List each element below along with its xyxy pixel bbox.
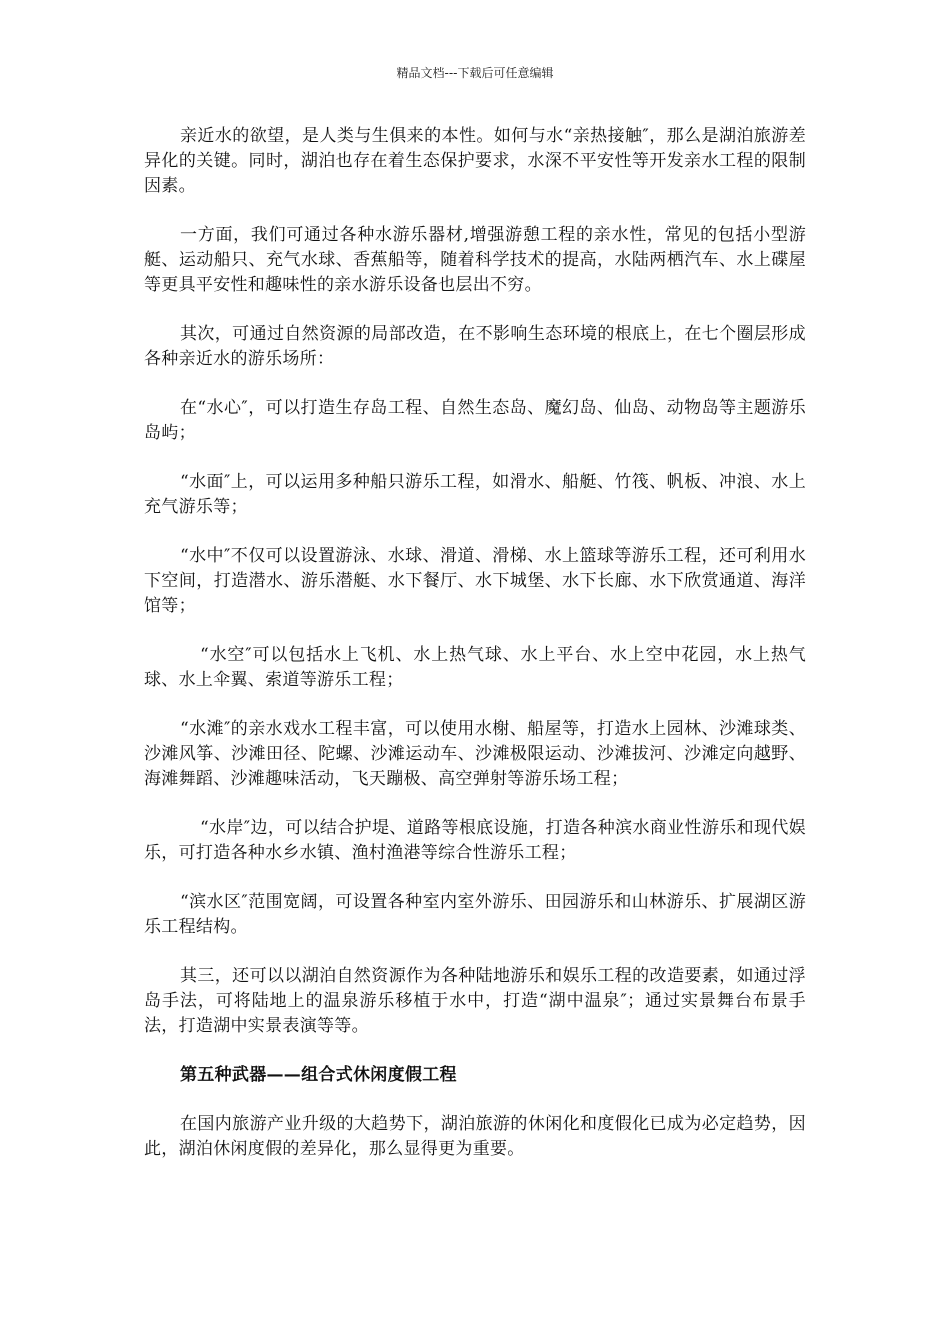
paragraph-water-desire: 亲近水的欲望，是人类与生俱来的本性。如何与水“亲热接触″，那么是湖泊旅游差异化的关键。同时，湖泊也存在着生态保护要求，水深不平安性等开发亲水工程的限制因素。: [144, 126, 806, 196]
page-header: 精品文档---下载后可任意编辑: [396, 66, 554, 80]
paragraph-shore: “水岸″边，可以结合护堤、道路等根底设施，打造各种滨水商业性游乐和现代娱乐，可打造各种水乡水镇、渔村渔港等综合性游乐工程；: [144, 818, 806, 863]
paragraph-equipment: 一方面，我们可通过各种水游乐器材,增强游憩工程的亲水性，常见的包括小型游艇、运动船只、充气水球、香蕉船等，随着科学技术的提高，水陆两栖汽车、水上碟屋等更具平安性和趣味性的亲水游乐设备也层出不穷。: [144, 225, 806, 295]
paragraph-resource-modification: 其次，可通过自然资源的局部改造，在不影响生态环境的根底上，在七个圈层形成各种亲近水的游乐场所：: [144, 324, 806, 369]
section-heading: 第五种武器——组合式休闲度假工程: [180, 1065, 457, 1085]
paragraph-waterfront: “滨水区″范围宽阔，可设置各种室内室外游乐、田园游乐和山林游乐、扩展湖区游乐工程结构。: [144, 892, 806, 937]
paragraph-beach: “水滩″的亲水戏水工程丰富，可以使用水榭、船屋等，打造水上园林、沙滩球类、沙滩风筝、沙滩田径、陀螺、沙滩运动车、沙滩极限运动、沙滩拔河、沙滩定向越野、海滩舞蹈、沙滩趣味活动，飞天蹦极、高空弹射等游乐场工程；: [144, 719, 806, 789]
paragraph-closing: 在国内旅游产业升级的大趋势下，湖泊旅游的休闲化和度假化已成为必定趋势，因此，湖泊休闲度假的差异化，那么显得更为重要。: [144, 1114, 806, 1159]
paragraph-underwater: “水中″不仅可以设置游泳、水球、滑道、滑梯、水上篮球等游乐工程，还可利用水下空间，打造潜水、游乐潜艇、水下餐厅、水下城堡、水下长廊、水下欣赏通道、海洋馆等；: [144, 546, 806, 616]
paragraph-water-center: 在“水心″，可以打造生存岛工程、自然生态岛、魔幻岛、仙岛、动物岛等主题游乐岛屿；: [144, 398, 806, 443]
paragraph-above-water: “水空″可以包括水上飞机、水上热气球、水上平台、水上空中花园，水上热气球、水上伞翼、索道等游乐工程；: [144, 645, 806, 690]
document-body: [144, 124, 806, 1186]
paragraph-third-approach: 其三，还可以以湖泊自然资源作为各种陆地游乐和娱乐工程的改造要素，如通过浮岛手法，可将陆地上的温泉游乐移植于水中，打造“湖中温泉″；通过实景舞台布景手法，打造湖中实景表演等等。: [144, 966, 806, 1036]
paragraph-water-surface: “水面″上，可以运用多种船只游乐工程，如滑水、船艇、竹筏、帆板、冲浪、水上充气游乐等；: [144, 472, 806, 517]
